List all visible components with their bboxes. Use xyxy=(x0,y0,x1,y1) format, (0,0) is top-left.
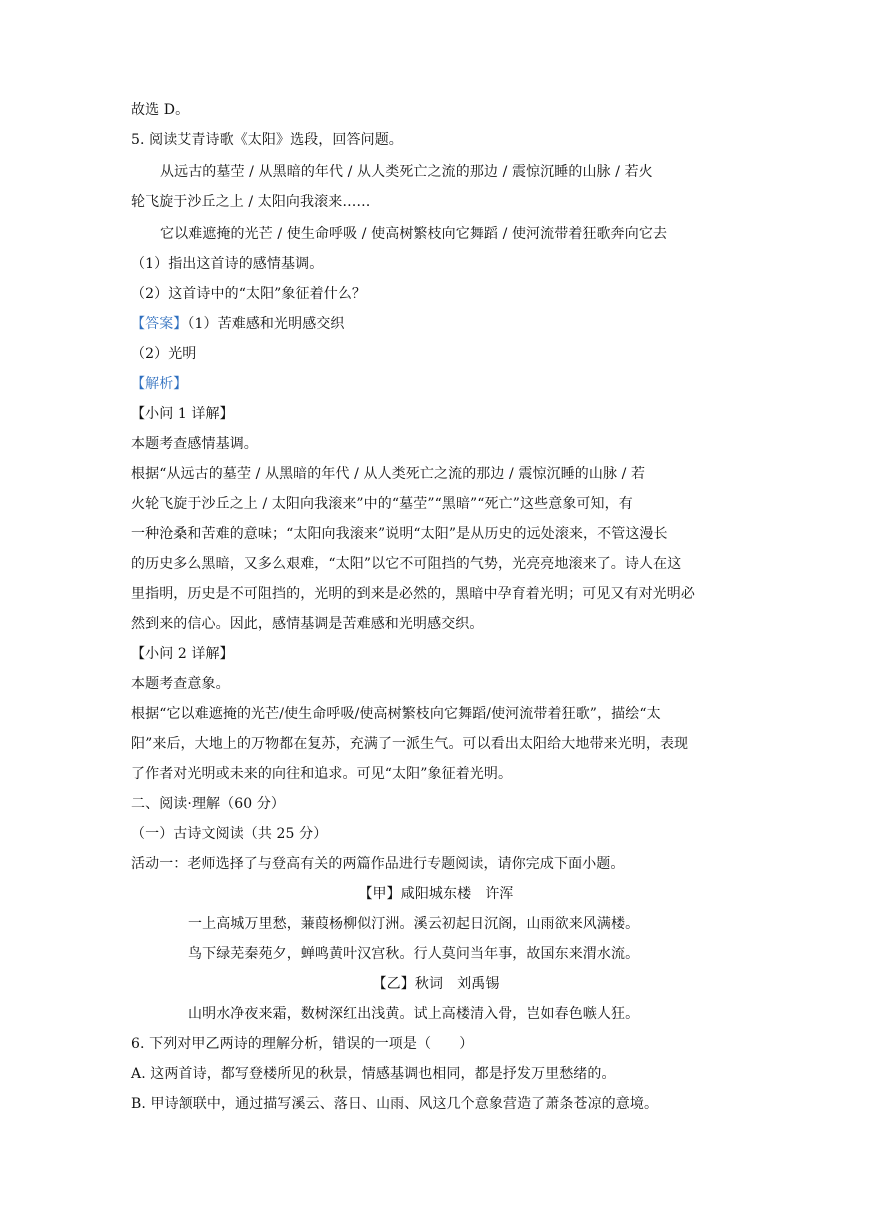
text-line: 了作者对光明或未来的向往和追求。可见“太阳”象征着光明。 xyxy=(131,766,513,782)
poem-line: 轮飞旋于沙丘之上 / 太阳向我滚来…… xyxy=(131,194,371,210)
text-line: 阳”来后，大地上的万物都在复苏，充满了一派生气。可以看出太阳给大地带来光明，表现 xyxy=(131,736,689,752)
option-b: B. 甲诗颔联中，通过描写溪云、落日、山雨、风这几个意象营造了萧条苍凉的意境。 xyxy=(131,1096,659,1112)
poem-title: 【乙】秋词 刘禹锡 xyxy=(372,976,500,992)
text-line: 火轮飞旋于沙丘之上 / 太阳向我滚来”中的“墓茔”“黑暗”“死亡”这些意象可知，有 xyxy=(131,496,633,512)
analysis-tag: 【解析】 xyxy=(131,376,188,392)
sub-question: （1）指出这首诗的感情基调。 xyxy=(131,256,324,272)
poem-title: 【甲】咸阳城东楼 许浑 xyxy=(358,886,514,902)
text-line: 里指明，历史是不可阻挡的，光明的到来是必然的，黑暗中孕育着光明；可见又有对光明必 xyxy=(131,586,695,602)
text-line: 活动一：老师选择了与登高有关的两篇作品进行专题阅读，请你完成下面小题。 xyxy=(131,856,625,872)
text-line: 故选 D。 xyxy=(131,102,190,118)
text-line: 的历史多么黑暗，又多么艰难，“太阳”以它不可阻挡的气势，光亮亮地滚来了。诗人在这 xyxy=(131,556,682,572)
text-line: 根据“从远古的墓茔 / 从黑暗的年代 / 从人类死亡之流的那边 / 震惊沉睡的山脉 / 若 xyxy=(131,466,646,482)
text-line: 本题考查意象。 xyxy=(131,676,230,692)
section-heading: 【小问 1 详解】 xyxy=(131,406,234,422)
poem-line: 从远古的墓茔 / 从黑暗的年代 / 从人类死亡之流的那边 / 震惊沉睡的山脉 / 若火 xyxy=(160,164,653,180)
answer-line xyxy=(131,314,741,334)
question-5-stem: 5. 阅读艾青诗歌《太阳》选段，回答问题。 xyxy=(131,132,403,148)
answer-line: （2）光明 xyxy=(131,346,197,362)
part-heading: 二、阅读·理解（60 分） xyxy=(131,796,286,812)
text-line: 然到来的信心。因此，感情基调是苦难感和光明感交织。 xyxy=(131,616,484,632)
sub-question: （2）这首诗中的“太阳”象征着什么？ xyxy=(131,286,367,302)
answer-text: （1）苦难感和光明感交织 xyxy=(187,316,345,332)
poem-line: 山明水净夜来霜，数树深红出浅黄。试上高楼清入骨，岂如春色嗾人狂。 xyxy=(188,1006,640,1022)
section-heading: 【小问 2 详解】 xyxy=(131,646,234,662)
text-line: 一种沧桑和苦难的意味；“太阳向我滚来”说明“太阳”是从历史的远处滚来，不管这漫长 xyxy=(131,526,668,542)
question-6-stem: 6. 下列对甲乙两诗的理解分析，错误的一项是（ ） xyxy=(131,1036,474,1052)
option-a: A. 这两首诗，都写登楼所见的秋景，情感基调也相同，都是抒发万里愁绪的。 xyxy=(131,1066,616,1082)
poem-line: 鸟下绿芜秦苑夕，蝉鸣黄叶汉宫秋。行人莫问当年事，故国东来渭水流。 xyxy=(188,946,640,962)
text-line: 本题考查感情基调。 xyxy=(131,436,258,452)
poem-line: 一上高城万里愁，蒹葭杨柳似汀洲。溪云初起日沉阁，山雨欲来风满楼。 xyxy=(188,916,640,932)
answer-tag: 【答案】 xyxy=(131,316,188,332)
section-heading: （一）古诗文阅读（共 25 分） xyxy=(131,826,328,842)
poem-line: 它以难遮掩的光芒 / 使生命呼吸 / 使高树繁枝向它舞蹈 / 使河流带着狂歌奔向它去 xyxy=(160,226,668,242)
text-line: 根据“它以难遮掩的光芒/使生命呼吸/使高树繁枝向它舞蹈/使河流带着狂歌”，描绘“太 xyxy=(131,706,661,722)
